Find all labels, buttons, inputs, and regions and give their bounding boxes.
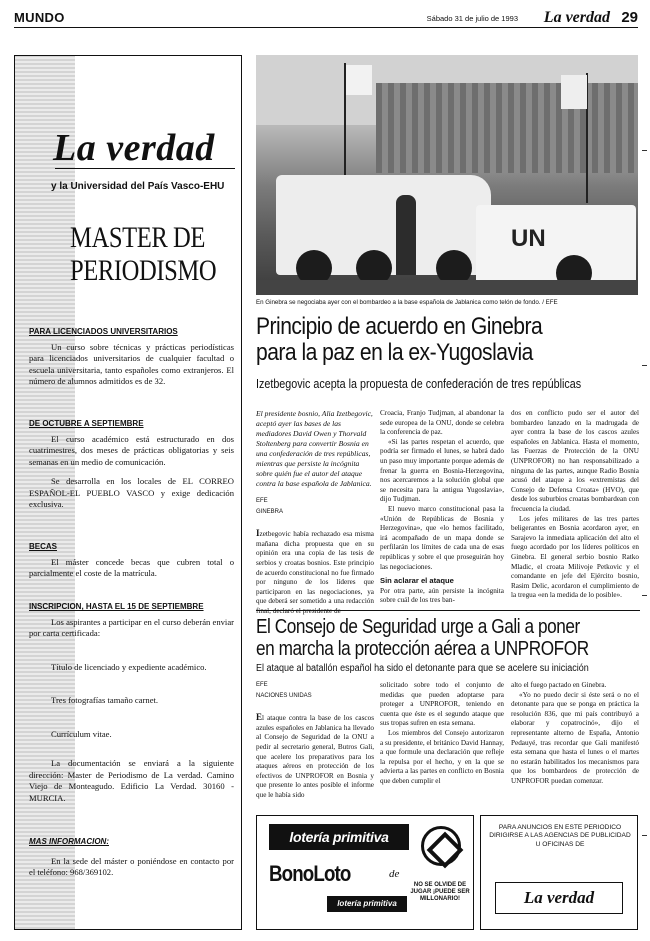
classified-ad-logo: La verdad bbox=[495, 882, 623, 914]
article1-headline-line2: para la paz en la ex-Yugoslavia bbox=[256, 339, 533, 366]
master-periodismo-ad bbox=[14, 55, 242, 930]
article2-column-2 bbox=[380, 681, 504, 787]
ad-subtitle: y la Universidad del País Vasco-EHU bbox=[51, 181, 225, 192]
article2-dropcap: E bbox=[256, 712, 263, 723]
article2-col1-body bbox=[256, 713, 374, 800]
edge-mark bbox=[642, 835, 647, 836]
ad-section-text-2: La documentación se enviará a la siguiente dirección: Master de Periodismo de La verdad. Camino Viejo de Monteagudo. Edificio La Verdad. 30160 - MURCIA. bbox=[29, 758, 234, 803]
photo-building bbox=[376, 83, 638, 173]
photo-caption: En Ginebra se negociaba ayer con el bombardeo a la base española de Jablanica como telón de fondo. / EFE bbox=[256, 299, 558, 306]
article2-col3-p2: «Yo no puedo decir si éste será o no el detonante para que se ponga en práctica la resolución 836, que mi país contribuyó a elaborar y copatrocinó», dijo el representante alterno de España, Antonio Pedauyé, tras recordar que Gali manifestó esta semana que hasta el lunes o el martes no estarán habilitados los mecanismos para que los bombardeos de protección de UNPROFOR puedan comenzar. bbox=[511, 690, 639, 785]
edge-mark bbox=[642, 150, 647, 151]
ad-section-text: En la sede del máster o poniéndose en contacto por el teléfono: 968/369102. bbox=[29, 855, 234, 877]
ad-section-text: Los aspirantes a participar en el curso deberán enviar por carta certificada: bbox=[29, 616, 234, 638]
primitiva-small-logo: lotería primitiva bbox=[327, 896, 407, 912]
ad-section-text: El máster concede becas que cubren total o parcialmente el coste de la matrícula. bbox=[29, 556, 234, 578]
ad-item-1: Título de licenciado y expediente académico. bbox=[51, 661, 207, 672]
section-name: MUNDO bbox=[14, 10, 65, 25]
article1-subheadline: Izetbegovic acepta la propuesta de confederación de tres repúblicas bbox=[256, 377, 582, 391]
article2-headline-line2: en marcha la protección aérea a UNPROFOR bbox=[256, 637, 589, 660]
article1-col1-text: zetbegovic había rechazado esa misma mañana dicha propuesta que en su opinión era una copia de las tesis de serbios y croatas bosnios. Este principio de acuerdo constitucional no fue firmado por ninguno de los líderes que participaron en las negociaciones, ya que deberá ser sometido a una redacción final, declaró el presidente de bbox=[256, 530, 374, 615]
photo-un-mark: UN bbox=[511, 225, 546, 252]
ad-logo: La verdad bbox=[53, 127, 215, 169]
ad-title-line2: PERIODISMO bbox=[70, 254, 217, 287]
article-divider bbox=[256, 610, 640, 611]
ad-section-heading: PARA LICENCIADOS UNIVERSITARIOS bbox=[29, 327, 178, 336]
ad-title bbox=[70, 221, 217, 287]
article2-column-3 bbox=[511, 681, 639, 787]
ad-logo-rule bbox=[55, 168, 235, 169]
article1-col1-body bbox=[256, 529, 374, 616]
article1-col3-p2: Los jefes militares de las tres partes beligerantes en Bosnia acordaron ayer, en Sarajevo la inmediata aplicación del alto el fuego acordado por los líderes políticos en Ginebra. El general serbio bosnio Ratko Mladic, el croata Milivoje Petkovic y el comandante en jefe del Ejército bosnio, Rasim Delic, acordaron el cumplimiento de la tregua «en la medida de lo posible». bbox=[511, 514, 639, 600]
loteria-emblem-icon bbox=[421, 826, 461, 866]
article1-headline-line1: Principio de acuerdo en Ginebra bbox=[256, 313, 543, 340]
article2-subheadline: El ataque al batallón español ha sido el detonante para que se acelere su iniciación bbox=[256, 663, 589, 674]
ad-section-text-2: Se desarrolla en los locales de EL CORREO ESPAÑOL-EL PUEBLO VASCO y exige dedicación exclusiva. bbox=[29, 476, 234, 509]
ad-section-inscripcion bbox=[29, 601, 234, 804]
ad-section-text: El curso académico está estructurado en dos cuatrimestres, dos meses de prácticas obligatorias y seis semanas en un medio de comunicación. bbox=[29, 433, 234, 467]
bonoloto-de: de bbox=[389, 868, 400, 880]
article1-col2-p4: Por otra parte, aún persiste la incógnita sobre cuál de los tres ban- bbox=[380, 586, 504, 605]
ad-section-heading: DE OCTUBRE A SEPTIEMBRE bbox=[29, 419, 144, 428]
article1-dateline: GINEBRA bbox=[256, 508, 284, 515]
article1-column-1 bbox=[256, 409, 374, 617]
ad-section-becas bbox=[29, 541, 234, 580]
ad-item-2: Tres fotografías tamaño carnet. bbox=[51, 695, 159, 705]
ad-section-licenciados bbox=[29, 326, 234, 388]
page-number: 29 bbox=[621, 9, 638, 26]
article1-col2-p3: El nuevo marco constitucional pasa la «Unión de Repúblicas de Bosnia y Herzegovina», que «lo hemos facilitado, irá acompañado de un mapa donde se perfilarán los límites de cada una de esas repúblicas y sobre el que proseguirán hoy las negociaciones. bbox=[380, 504, 504, 571]
article1-column-2 bbox=[380, 409, 504, 606]
article2-col1-text: l ataque contra la base de los cascos azules españoles en Jablanica ha llevado al Consejo de Seguridad de la ONU a pedir al secretario general, Butros Gali, que acelere los preparativos para los ataques aéreos en protección de los efectivos de UNPROFOR en Bosnia y que presente lo antes posible el informe que le había sido bbox=[256, 714, 374, 799]
article2-col3-p1: alto el fuego pactado en Ginebra. bbox=[511, 681, 607, 689]
photo-ground bbox=[256, 280, 638, 295]
article2-headline-line1: El Consejo de Seguridad urge a Gali a poner bbox=[256, 616, 580, 638]
primitiva-logo: lotería primitiva bbox=[269, 824, 409, 850]
ad-section-heading: INSCRIPCION, HASTA EL 15 DE SEPTIEMBRE bbox=[29, 602, 204, 611]
page-header bbox=[14, 8, 638, 28]
article1-col3-p1: dos en conflicto pudo ser el autor del bombardeo lanzado en la madrugada de ayer contra la base de los cascos azules españoles en Jablanica. Hasta el momento, las Fuerzas de Protección de la ONU (UNPROFOR) no han responsabilizado a ninguna de las partes, aunque Radio Bosnia acusó del ataque a los «extremistas del Consejo de Defensa Croata» (HVO), que desde los suburbios croatas bombardean con frecuencia la ciudad. bbox=[511, 409, 639, 513]
lottery-ad bbox=[256, 815, 474, 930]
edge-mark bbox=[642, 595, 647, 596]
ad-section-heading: MAS INFORMACION: bbox=[29, 837, 109, 846]
article1-column-3 bbox=[511, 409, 639, 601]
article2-column-1 bbox=[256, 681, 374, 801]
ad-section-octubre bbox=[29, 418, 234, 511]
ad-item-3: Currículum vitae. bbox=[51, 728, 112, 739]
ad-section-info bbox=[29, 836, 234, 879]
article1-byline: EFE bbox=[256, 498, 268, 504]
photo-flag bbox=[346, 65, 372, 95]
classified-ad bbox=[480, 815, 638, 930]
article1-lead: El presidente bosnio, Alia Izetbegovic, aceptó ayer las bases de las mediadores David Owen y Thorvald Stoltenberg para convertir Bosnia en una confederación de tres repúblicas, mientras que persiste la incógnita sobre quién fue el autor del ataque contra la base española de Jablanica. bbox=[256, 409, 373, 488]
article1-col2-p1: Croacia, Franjo Tudjman, al abandonar la sede europea de la ONU, donde se celebra la conferencia de paz. bbox=[380, 409, 504, 437]
article2-dateline: NACIONES UNIDAS bbox=[256, 692, 312, 699]
article2-col2-p1: solicitado sobre todo el conjunto de medidas que pueden adoptarse para proteger a UNPROFOR, teniendo en cuenta que éste es el segundo ataque que sus tropas sufren en esta semana. bbox=[380, 681, 504, 728]
edge-mark bbox=[642, 365, 647, 366]
masthead-logo: La verdad bbox=[543, 9, 610, 26]
article1-col2-p2: «Si las partes respetan el acuerdo, que podría ser firmado el lunes, se habrá dado un paso muy importante porque además de frenar la guerra en Bosnia-Herzegovina, nos acercaremos a la solución global que se necesita para la antigua Yugoslavia», dijo Tudjman. bbox=[380, 437, 504, 504]
article1-subhead: Sin aclarar el ataque bbox=[380, 576, 454, 586]
issue-date: Sábado 31 de julio de 1993 bbox=[426, 14, 518, 23]
ad-section-heading: BECAS bbox=[29, 542, 58, 551]
article2-byline: EFE bbox=[256, 682, 268, 688]
lottery-note: NO SE OLVIDE DE JUGAR ¡PUEDE SER MILLONARIO! bbox=[410, 882, 470, 902]
classified-ad-text: PARA ANUNCIOS EN ESTE PERIODICO DIRIGIRSE A LAS AGENCIAS DE PUBLICIDAD U OFICINAS DE bbox=[489, 824, 631, 848]
bonoloto-logo: BonoLoto bbox=[269, 861, 351, 886]
ad-title-line1: MASTER DE bbox=[70, 221, 206, 254]
article1-headline bbox=[256, 314, 586, 366]
article2-col2-p2: Los miembros del Consejo autorizaron a su presidente, el británico David Hannay, a que formule una declaración que refleje la repulsa por el hecho, y en la que se advierta a las partes en conflicto en Bosnia que deben cumplir el bbox=[380, 728, 504, 785]
photo-soldier bbox=[396, 195, 416, 275]
article2-headline bbox=[256, 616, 589, 660]
ad-section-text: Un curso sobre técnicas y prácticas periodísticas para licenciados universitarios de cualquier facultad o escuela universitaria, tanto españoles como extranjeros. El número de alumnos admitidos es de 32. bbox=[29, 341, 234, 386]
photo-flag bbox=[561, 75, 587, 109]
article1-dropcap: I bbox=[256, 528, 260, 539]
news-photo bbox=[256, 55, 638, 295]
